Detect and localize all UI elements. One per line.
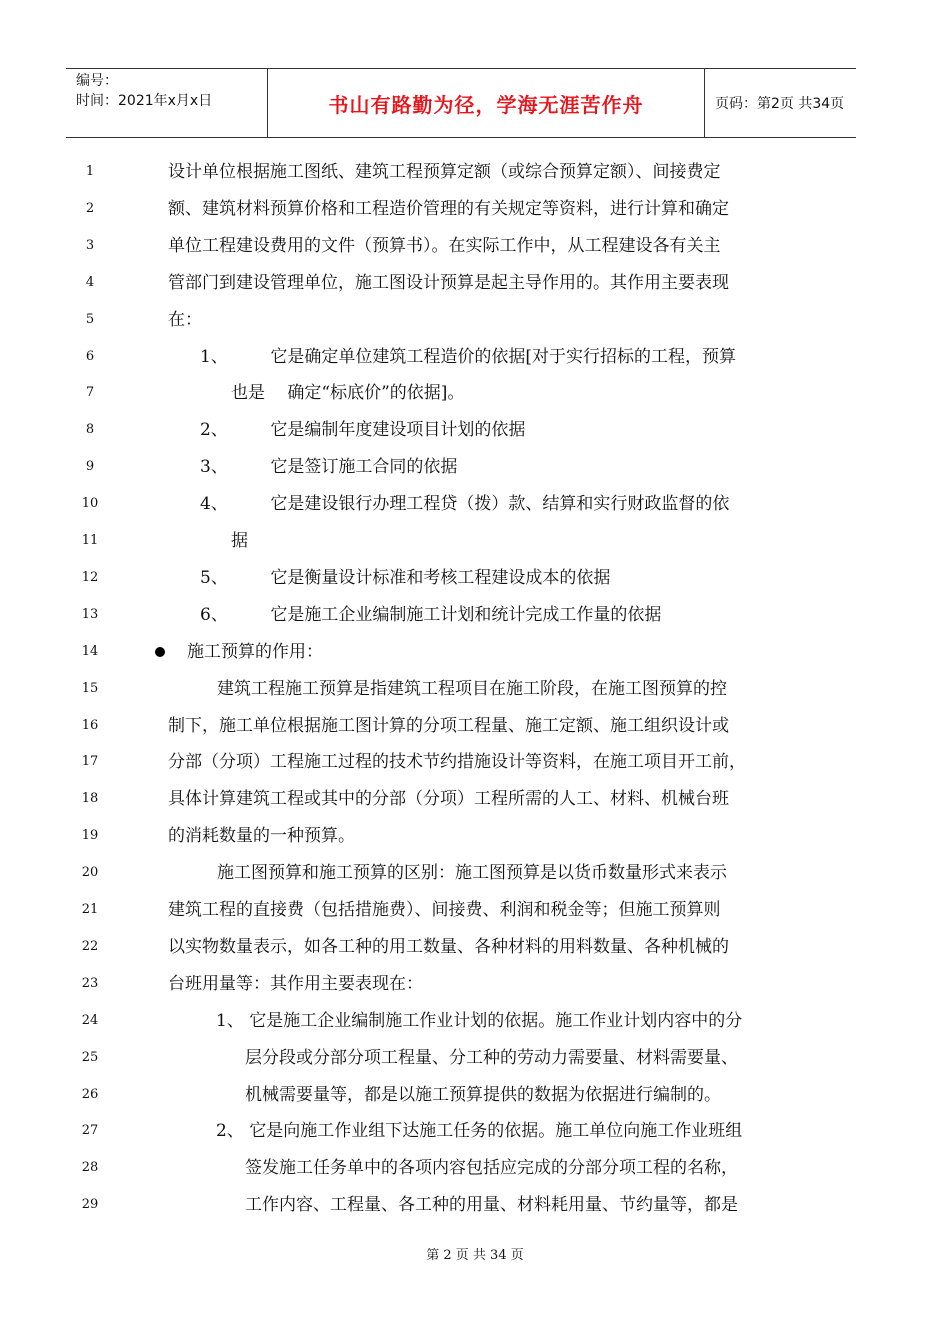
line-number: 1 [85, 164, 95, 179]
line-text: 的消耗数量的一种预算。 [168, 826, 355, 847]
line-text: 6、 它是施工企业编制施工计划和统计完成工作量的依据 [200, 604, 662, 625]
line-text: 制下，施工单位根据施工图计算的分项工程量、施工定额、施工组织设计或 [168, 715, 729, 736]
page-header [66, 68, 856, 138]
line-number: 15 [81, 680, 99, 696]
document-line [0, 597, 950, 633]
line-text: 签发施工任务单中的各项内容包括应完成的分部分项工程的名称， [245, 1158, 738, 1179]
line-number: 5 [85, 311, 95, 327]
document-line [0, 265, 950, 301]
document-line [0, 339, 950, 375]
document-number-label: 编号： [76, 73, 118, 89]
document-line [0, 302, 950, 338]
line-number: 24 [81, 1012, 99, 1028]
line-number: 2 [85, 200, 95, 216]
line-number: 17 [81, 754, 99, 770]
line-text: 1、 它是确定单位建筑工程造价的依据[对于实行招标的工程，预算 [200, 346, 736, 367]
line-number: 19 [81, 828, 99, 844]
line-number: 14 [81, 643, 99, 659]
line-number: 23 [81, 975, 99, 991]
document-line [0, 560, 950, 596]
line-text: 4、 它是建设银行办理工程贷（拨）款、结算和实行财政监督的依 [200, 494, 730, 515]
line-number: 16 [81, 717, 99, 733]
line-text: 单位工程建设费用的文件（预算书）。在实际工作中，从工程建设各有关主 [168, 235, 721, 256]
line-text: 工作内容、工程量、各工种的用量、材料耗用量、节约量等，都是 [245, 1195, 738, 1216]
line-number: 22 [81, 938, 99, 954]
document-line [0, 1113, 950, 1149]
document-line [0, 966, 950, 1002]
line-text: 1、 它是施工企业编制施工作业计划的依据。施工作业计划内容中的分 [216, 1010, 743, 1031]
bullet-icon [155, 647, 165, 657]
line-text: 也是 确定“标底价”的依据]。 [231, 383, 465, 404]
document-line [0, 1187, 950, 1223]
document-line [0, 818, 950, 854]
line-text: 2、 它是向施工作业组下达施工任务的依据。施工单位向施工作业班组 [216, 1121, 743, 1142]
line-number: 20 [81, 865, 99, 881]
line-text: 在： [168, 309, 202, 330]
page-footer: 第 2 页 共 34 页 [426, 1248, 524, 1263]
document-line [0, 486, 950, 522]
header-left-cell [66, 69, 267, 137]
document-line [0, 228, 950, 264]
line-text: 施工图预算和施工预算的区别：施工图预算是以货币数量形式来表示 [217, 863, 727, 884]
line-number: 7 [85, 385, 95, 401]
document-line [0, 671, 950, 707]
line-number: 11 [81, 533, 99, 548]
document-line [0, 892, 950, 928]
document-line [0, 1150, 950, 1186]
line-text: 台班用量等：其作用主要表现在： [168, 973, 423, 994]
document-line [0, 744, 950, 780]
line-text: 据 [231, 531, 248, 551]
line-text: 以实物数量表示，如各工种的用工数量、各种材料的用料数量、各种机械的 [168, 936, 729, 957]
line-number: 4 [85, 274, 95, 290]
header-page-info: 页码：第2页 共34页 [715, 96, 845, 112]
line-number: 12 [81, 569, 99, 585]
line-number: 25 [81, 1049, 99, 1065]
line-text: 分部（分项）工程施工过程的技术节约措施设计等资料，在施工项目开工前， [168, 752, 746, 773]
line-number: 8 [85, 422, 95, 438]
document-time-label: 时间：2021年x月x日 [76, 93, 213, 109]
line-number: 6 [85, 348, 95, 364]
line-text: 施工预算的作用： [187, 641, 323, 662]
document-line [0, 375, 950, 411]
document-line [0, 929, 950, 965]
document-line [0, 523, 950, 559]
line-number: 29 [81, 1197, 99, 1213]
line-number: 9 [85, 459, 95, 475]
header-motto: 书山有路勤为径，学海无涯苦作舟 [267, 69, 705, 137]
document-line [0, 708, 950, 744]
line-text: 管部门到建设管理单位，施工图设计预算是起主导作用的。其作用主要表现 [168, 272, 729, 293]
line-text: 5、 它是衡量设计标准和考核工程建设成本的依据 [200, 567, 611, 588]
line-text: 建筑工程施工预算是指建筑工程项目在施工阶段，在施工图预算的控 [217, 678, 727, 699]
document-line [0, 855, 950, 891]
document-line [0, 1040, 950, 1076]
line-text: 具体计算建筑工程或其中的分部（分项）工程所需的人工、材料、机械台班 [168, 789, 729, 810]
document-line [0, 154, 950, 190]
document-line [0, 634, 950, 670]
line-text: 机械需要量等，都是以施工预算提供的数据为依据进行编制的。 [245, 1084, 721, 1105]
line-text: 设计单位根据施工图纸、建筑工程预算定额（或综合预算定额）、间接费定 [168, 162, 721, 182]
line-text: 2、 它是编制年度建设项目计划的依据 [200, 420, 526, 441]
line-number: 3 [85, 237, 95, 253]
line-number: 27 [81, 1123, 99, 1139]
line-number: 13 [81, 606, 99, 622]
line-number: 21 [81, 902, 99, 917]
document-line [0, 191, 950, 227]
document-line [0, 412, 950, 448]
document-line [0, 781, 950, 817]
line-number: 28 [81, 1160, 99, 1176]
line-text: 建筑工程的直接费（包括措施费）、间接费、利润和税金等；但施工预算则 [168, 900, 721, 920]
line-number: 10 [81, 496, 99, 512]
document-line [0, 1003, 950, 1039]
line-text: 层分段或分部分项工程量、分工种的劳动力需要量、材料需要量、 [245, 1047, 738, 1068]
line-number: 18 [81, 791, 99, 807]
line-text: 额、建筑材料预算价格和工程造价管理的有关规定等资料，进行计算和确定 [168, 198, 729, 219]
line-number: 26 [81, 1086, 99, 1102]
document-line [0, 449, 950, 485]
line-text: 3、 它是签订施工合同的依据 [200, 457, 458, 478]
document-line [0, 1077, 950, 1113]
